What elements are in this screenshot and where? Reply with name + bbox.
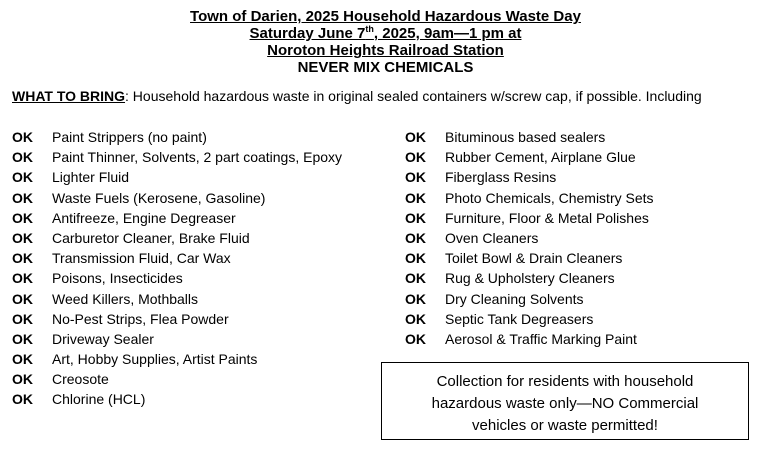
item-label: Paint Strippers (no paint) xyxy=(52,129,207,145)
list-item xyxy=(12,389,342,409)
notice-line-3: vehicles or waste permitted! xyxy=(472,417,658,434)
item-label: Waste Fuels (Kerosene, Gasoline) xyxy=(52,189,266,206)
list-item xyxy=(405,228,654,248)
ok-mark: OK xyxy=(12,169,33,186)
warning-heading: NEVER MIX CHEMICALS xyxy=(297,59,474,76)
list-item xyxy=(12,228,342,248)
ok-mark: OK xyxy=(405,129,426,145)
ok-mark: OK xyxy=(12,351,33,368)
item-label: Toilet Bowl & Drain Cleaners xyxy=(445,250,623,267)
ok-mark: OK xyxy=(12,149,33,166)
ok-mark: OK xyxy=(405,310,426,327)
list-item xyxy=(405,268,654,288)
ok-mark: OK xyxy=(12,371,33,388)
ok-mark: OK xyxy=(405,169,426,186)
list-item xyxy=(12,127,342,147)
event-date-time: , 2025, 9am—1 pm at xyxy=(373,25,522,42)
item-label: Septic Tank Degreasers xyxy=(445,310,594,327)
item-label: Art, Hobby Supplies, Artist Paints xyxy=(52,351,258,368)
list-item xyxy=(405,289,654,309)
accepted-items-left xyxy=(12,127,342,410)
ok-mark: OK xyxy=(405,209,426,226)
item-label: Weed Killers, Mothballs xyxy=(52,290,199,307)
ok-mark: OK xyxy=(405,330,426,347)
event-title: Town of Darien, 2025 Household Hazardous Waste Day xyxy=(190,8,581,25)
event-date xyxy=(0,25,771,42)
item-label: No-Pest Strips, Flea Powder xyxy=(52,310,229,327)
notice-line-1: Collection for residents with household xyxy=(436,373,694,390)
list-item xyxy=(405,188,654,208)
event-date-suffix: th xyxy=(365,24,374,34)
list-item xyxy=(405,329,654,349)
list-item xyxy=(405,248,654,268)
list-item xyxy=(12,147,342,167)
notice-line-2: hazardous waste only—NO Commercial xyxy=(431,395,699,412)
item-label: Oven Cleaners xyxy=(445,229,539,246)
list-item xyxy=(12,248,342,268)
ok-mark: OK xyxy=(12,270,33,287)
list-item xyxy=(405,127,654,147)
item-label: Chlorine (HCL) xyxy=(52,391,146,408)
what-to-bring-label: WHAT TO BRING xyxy=(12,88,126,104)
list-item xyxy=(12,208,342,228)
item-label: Transmission Fluid, Car Wax xyxy=(52,250,231,267)
list-item xyxy=(12,329,342,349)
item-label: Rug & Upholstery Cleaners xyxy=(445,270,615,287)
ok-mark: OK xyxy=(12,391,33,408)
item-label: Antifreeze, Engine Degreaser xyxy=(52,209,236,226)
list-item xyxy=(405,309,654,329)
item-label: Photo Chemicals, Chemistry Sets xyxy=(445,189,654,206)
ok-mark: OK xyxy=(12,310,33,327)
event-date-day: Saturday June 7 xyxy=(249,25,366,42)
item-label: Carburetor Cleaner, Brake Fluid xyxy=(52,229,250,246)
item-label: Dry Cleaning Solvents xyxy=(445,290,584,307)
list-item xyxy=(12,167,342,187)
ok-mark: OK xyxy=(405,189,426,206)
item-label: Rubber Cement, Airplane Glue xyxy=(445,149,636,166)
item-label: Furniture, Floor & Metal Polishes xyxy=(445,209,649,226)
list-item xyxy=(12,268,342,288)
list-item xyxy=(12,289,342,309)
list-item xyxy=(12,369,342,389)
list-item xyxy=(12,309,342,329)
ok-mark: OK xyxy=(405,270,426,287)
item-label: Aerosol & Traffic Marking Paint xyxy=(445,330,637,347)
item-label: Lighter Fluid xyxy=(52,169,130,186)
list-item xyxy=(405,208,654,228)
event-location: Noroton Heights Railroad Station xyxy=(267,42,504,59)
item-label: Poisons, Insecticides xyxy=(52,270,183,287)
item-label: Driveway Sealer xyxy=(52,330,154,347)
flyer-header xyxy=(0,8,771,76)
ok-mark: OK xyxy=(12,189,33,206)
ok-mark: OK xyxy=(12,209,33,226)
what-to-bring xyxy=(12,88,702,104)
what-to-bring-text: : Household hazardous waste in original sealed containers w/screw cap, if possible. Including xyxy=(125,88,702,104)
list-item xyxy=(405,147,654,167)
item-label: Bituminous based sealers xyxy=(445,129,606,145)
ok-mark: OK xyxy=(405,149,426,166)
ok-mark: OK xyxy=(12,330,33,347)
ok-mark: OK xyxy=(12,290,33,307)
ok-mark: OK xyxy=(12,250,33,267)
list-item xyxy=(12,349,342,369)
item-label: Paint Thinner, Solvents, 2 part coatings, Epoxy xyxy=(52,149,343,166)
accepted-items-right xyxy=(405,127,654,349)
list-item xyxy=(405,167,654,187)
ok-mark: OK xyxy=(12,129,33,145)
ok-mark: OK xyxy=(405,250,426,267)
ok-mark: OK xyxy=(405,229,426,246)
residents-only-notice xyxy=(381,362,749,440)
ok-mark: OK xyxy=(405,290,426,307)
list-item xyxy=(12,188,342,208)
item-label: Creosote xyxy=(52,371,109,388)
ok-mark: OK xyxy=(12,229,33,246)
item-label: Fiberglass Resins xyxy=(445,169,557,186)
